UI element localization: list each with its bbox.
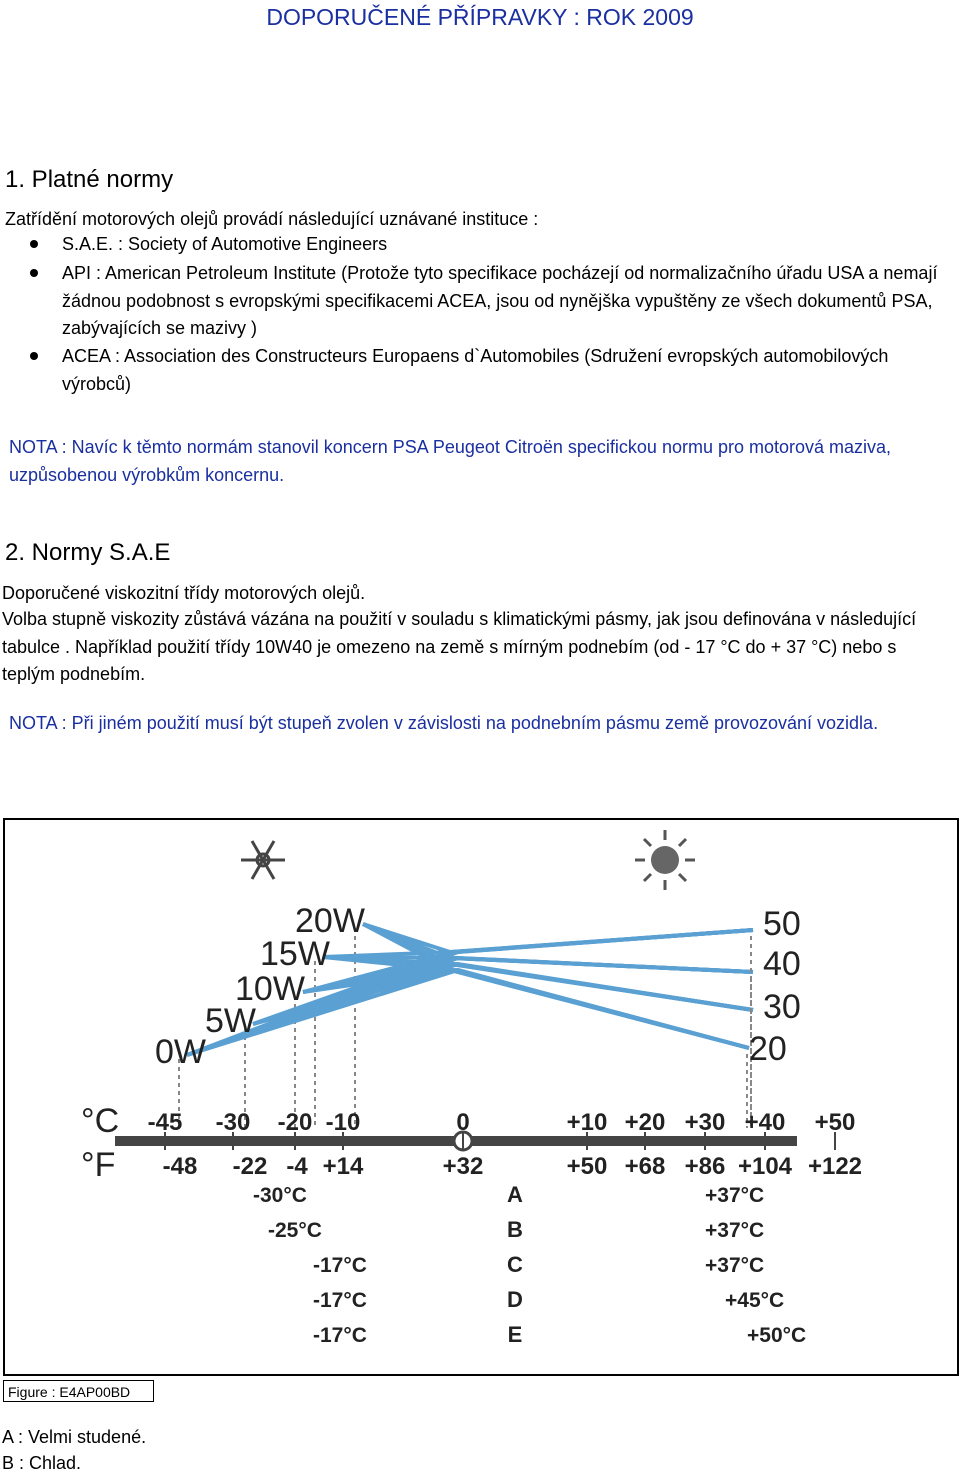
- celsius-tick-label: +30: [684, 1109, 726, 1136]
- climate-high-temp: +37°C: [705, 1219, 765, 1242]
- climate-low-temp: -17°C: [313, 1324, 367, 1347]
- climate-high-temp: +37°C: [705, 1254, 765, 1277]
- sun-icon: [635, 830, 695, 890]
- summer-grade-label: 50: [763, 905, 801, 943]
- note-label: NOTA: [9, 713, 57, 733]
- climate-low-temp: -17°C: [313, 1254, 367, 1277]
- viscosity-figure: [3, 818, 959, 1376]
- climate-low-temp: -17°C: [313, 1289, 367, 1312]
- snowflake-icon: [241, 841, 285, 879]
- fahrenheit-tick-label: +86: [684, 1153, 726, 1180]
- fahrenheit-tick-label: +68: [624, 1153, 666, 1180]
- climate-high-temp: +37°C: [705, 1184, 765, 1207]
- fahrenheit-tick-label: +104: [737, 1153, 793, 1180]
- climate-low-temp: -25°C: [268, 1219, 322, 1242]
- climate-high-temp: +45°C: [725, 1289, 785, 1312]
- section2-paragraph: Volba stupně viskozity zůstává vázána na použití v souladu s klimatickými pásmy, jak jsou definována v následující tabulce . Například použití třídy 10W40 je omezeno na země s mírným podnebím (od - 17 °C do + 37 °C) nebo s teplým podnebím.: [2, 609, 917, 684]
- note-psa: [9, 434, 959, 489]
- legend-item-a: A : Velmi studené.: [2, 1427, 147, 1447]
- celsius-tick-label: -20: [277, 1109, 313, 1136]
- bullet-dot: [30, 240, 38, 248]
- page-title: DOPORUČENÉ PŘÍPRAVKY : ROK 2009: [266, 4, 694, 30]
- fahrenheit-tick-label: +122: [807, 1153, 863, 1180]
- note-text: : Navíc k těmto normám stanovil koncern PSA Peugeot Citroën specifickou normu pro motorová maziva, uzpůsobenou výrobkům koncernu.: [9, 437, 892, 485]
- climate-zone-letter: B: [507, 1217, 523, 1242]
- section1-heading: 1. Platné normy: [5, 166, 174, 193]
- bullet-dot: [30, 269, 38, 277]
- note-label: NOTA: [9, 437, 57, 457]
- section1-intro: Zatřídění motorových olejů provádí následující uznávané instituce :: [5, 209, 539, 229]
- fahrenheit-tick-label: -4: [286, 1153, 308, 1180]
- fahrenheit-tick-label: -22: [232, 1153, 268, 1180]
- section2-line1: Doporučené viskozitní třídy motorových olejů.: [2, 583, 366, 603]
- section2-heading: 2. Normy S.A.E: [5, 539, 171, 566]
- celsius-tick-label: -30: [215, 1109, 251, 1136]
- winter-grade-label: 5W: [205, 1002, 256, 1040]
- celsius-tick-label: +20: [624, 1109, 666, 1136]
- celsius-tick-label: +40: [744, 1109, 786, 1136]
- climate-zone-letter: A: [507, 1182, 523, 1207]
- climate-high-temp: +50°C: [747, 1324, 807, 1347]
- celsius-tick-label: +50: [814, 1109, 856, 1136]
- winter-grade-label: 20W: [295, 902, 365, 940]
- climate-zone-letter: E: [507, 1322, 523, 1347]
- winter-grade-label: 0W: [155, 1033, 206, 1071]
- summer-grade-label: 30: [763, 988, 801, 1026]
- climate-zone-letter: C: [507, 1252, 523, 1277]
- winter-grade-label: 15W: [260, 935, 330, 973]
- celsius-unit-label: °C: [81, 1102, 120, 1140]
- fahrenheit-tick-label: -48: [162, 1153, 198, 1180]
- summer-grade-label: 40: [763, 945, 801, 983]
- legend-item-b: B : Chlad.: [2, 1453, 82, 1473]
- note-climate: [9, 710, 959, 738]
- climate-low-temp: -30°C: [253, 1184, 307, 1207]
- celsius-tick-label: 0: [456, 1109, 470, 1136]
- summer-grade-label: 20: [749, 1030, 787, 1068]
- celsius-tick-label: -45: [147, 1109, 183, 1136]
- viscosity-diagram: [5, 820, 957, 1374]
- celsius-tick-label: +10: [566, 1109, 608, 1136]
- note-text: : Při jiném použití musí být stupeň zvolen v závislosti na podnebním pásmu země provozování vozidla.: [56, 713, 879, 733]
- fahrenheit-unit-label: °F: [81, 1146, 116, 1184]
- winter-grade-label: 10W: [235, 970, 305, 1008]
- celsius-tick-label: -10: [325, 1109, 361, 1136]
- bullet-api: API : American Petroleum Institute (Protože tyto specifikace pocházejí od normalizačního úřadu USA a nemají žádnou podobnost s evropskými specifikacemi ACEA, jsou od nynějška vypuštěny ze všech dokumentů PSA, zabývajících se mazivy ): [62, 263, 938, 338]
- fahrenheit-tick-label: +14: [322, 1153, 364, 1180]
- figure-caption: Figure : E4AP00BD: [3, 1380, 154, 1402]
- fahrenheit-tick-label: +50: [566, 1153, 608, 1180]
- bullet-sae: S.A.E. : Society of Automotive Engineers: [62, 234, 388, 254]
- bullet-dot: [30, 352, 38, 360]
- climate-zone-letter: D: [507, 1287, 523, 1312]
- bullet-acea: ACEA : Association des Constructeurs Europaens d`Automobiles (Sdružení evropských automobilových výrobců): [62, 346, 889, 394]
- fahrenheit-tick-label: +32: [442, 1153, 484, 1180]
